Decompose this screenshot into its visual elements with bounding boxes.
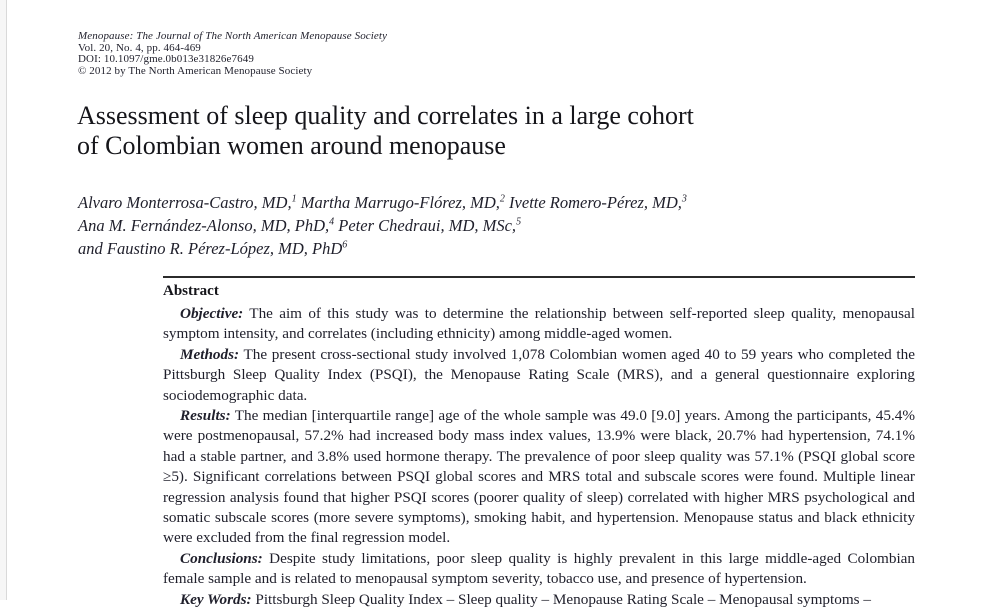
author-affiliation-number: 5 — [516, 216, 522, 228]
paper-title — [77, 101, 694, 161]
author-affiliation-number: 3 — [681, 193, 687, 205]
abstract-paragraph: Conclusions: Despite study limitations, poor sleep quality is highly prevalent in this large middle-aged Colombian female sample and is related to menopausal symptom severity, tobacco use, and presence of hypertension. — [163, 549, 915, 588]
journal-copyright: © 2012 by The North American Menopause Society — [78, 64, 313, 77]
journal-volume-pages: Vol. 20, No. 4, pp. 464-469 — [78, 41, 201, 54]
abstract-paragraph-label: Methods: — [180, 345, 240, 363]
author-line: and Faustino R. Pérez-López, MD, PhD$^6$ — [78, 238, 348, 258]
journal-citation-block — [78, 31, 387, 77]
author-list — [78, 192, 687, 260]
abstract-divider — [163, 276, 915, 278]
abstract-paragraph-label: Results: — [180, 407, 231, 425]
author-affiliation-number: 2 — [499, 193, 505, 205]
paper-title-line: Assessment of sleep quality and correlates in a large cohort — [77, 101, 694, 130]
abstract-paragraph: Methods: The present cross-sectional study involved 1,078 Colombian women aged 40 to 59 years who completed the Pittsburgh Sleep Quality Index (PSQI), the Menopause Rating Scale (MRS), and a general questionnaire exploring sociodemographic data. — [163, 345, 915, 404]
page-edge-shadow — [0, 0, 7, 600]
abstract-paragraphs — [163, 304, 915, 610]
abstract-paragraph-label: Conclusions: — [180, 549, 263, 567]
journal-doi: DOI: 10.1097/gme.0b013e31826e7649 — [78, 53, 254, 66]
abstract-paragraph: Results: The median [interquartile range] age of the whole sample was 49.0 [9.0] years. Among the participants, 45.4% were postmenopausal, 57.2% had increased body mass index values, 13.9% were black, 20.7% had hypertension, 74.1% had a stable partner, and 3.8% used hormone therapy. The prevalence of poor sleep quality was 57.1% (PSQI global score ≥5). Significant correlations between PSQI global scores and MRS total and subscale scores were found. Multiple linear regression analysis found that higher PSQI scores (poorer quality of sleep) correlated with higher MRS psychological and somatic subscale scores (more severe symptoms), smoking habit, and hypertension. Menopause status and black ethnicity were excluded from the final regression model. — [163, 407, 915, 547]
abstract-section — [163, 276, 915, 610]
journal-name: Menopause: The Journal of The North American Menopause Society — [78, 30, 388, 42]
abstract-heading: Abstract — [163, 283, 219, 299]
author-line: Ana M. Fernández-Alonso, MD, PhD,$^4$ Peter Chedraui, MD, MSc,$^5$ — [78, 215, 522, 235]
paper-title-line: of Colombian women around menopause — [77, 131, 506, 160]
abstract-paragraph: Objective: The aim of this study was to determine the relationship between self-reported sleep quality, menopausal symptom intensity, and correlates (including ethnicity) among middle-aged women. — [163, 305, 915, 343]
abstract-paragraph: Key Words: Pittsburgh Sleep Quality Index – Sleep quality – Menopause Rating Scale – Menopausal symptoms – — [180, 590, 871, 608]
author-line: Alvaro Monterrosa-Castro, MD,$^1$ Martha Marrugo-Flórez, MD,$^2$ Ivette Romero-Pérez, MD,$^3$ — [78, 193, 687, 212]
author-affiliation-number: 6 — [342, 239, 348, 251]
author-affiliation-number: 4 — [329, 216, 335, 228]
author-affiliation-number: 1 — [291, 193, 297, 205]
abstract-paragraph-label: Objective: — [180, 305, 244, 322]
abstract-paragraph-label: Key Words: — [180, 590, 252, 608]
